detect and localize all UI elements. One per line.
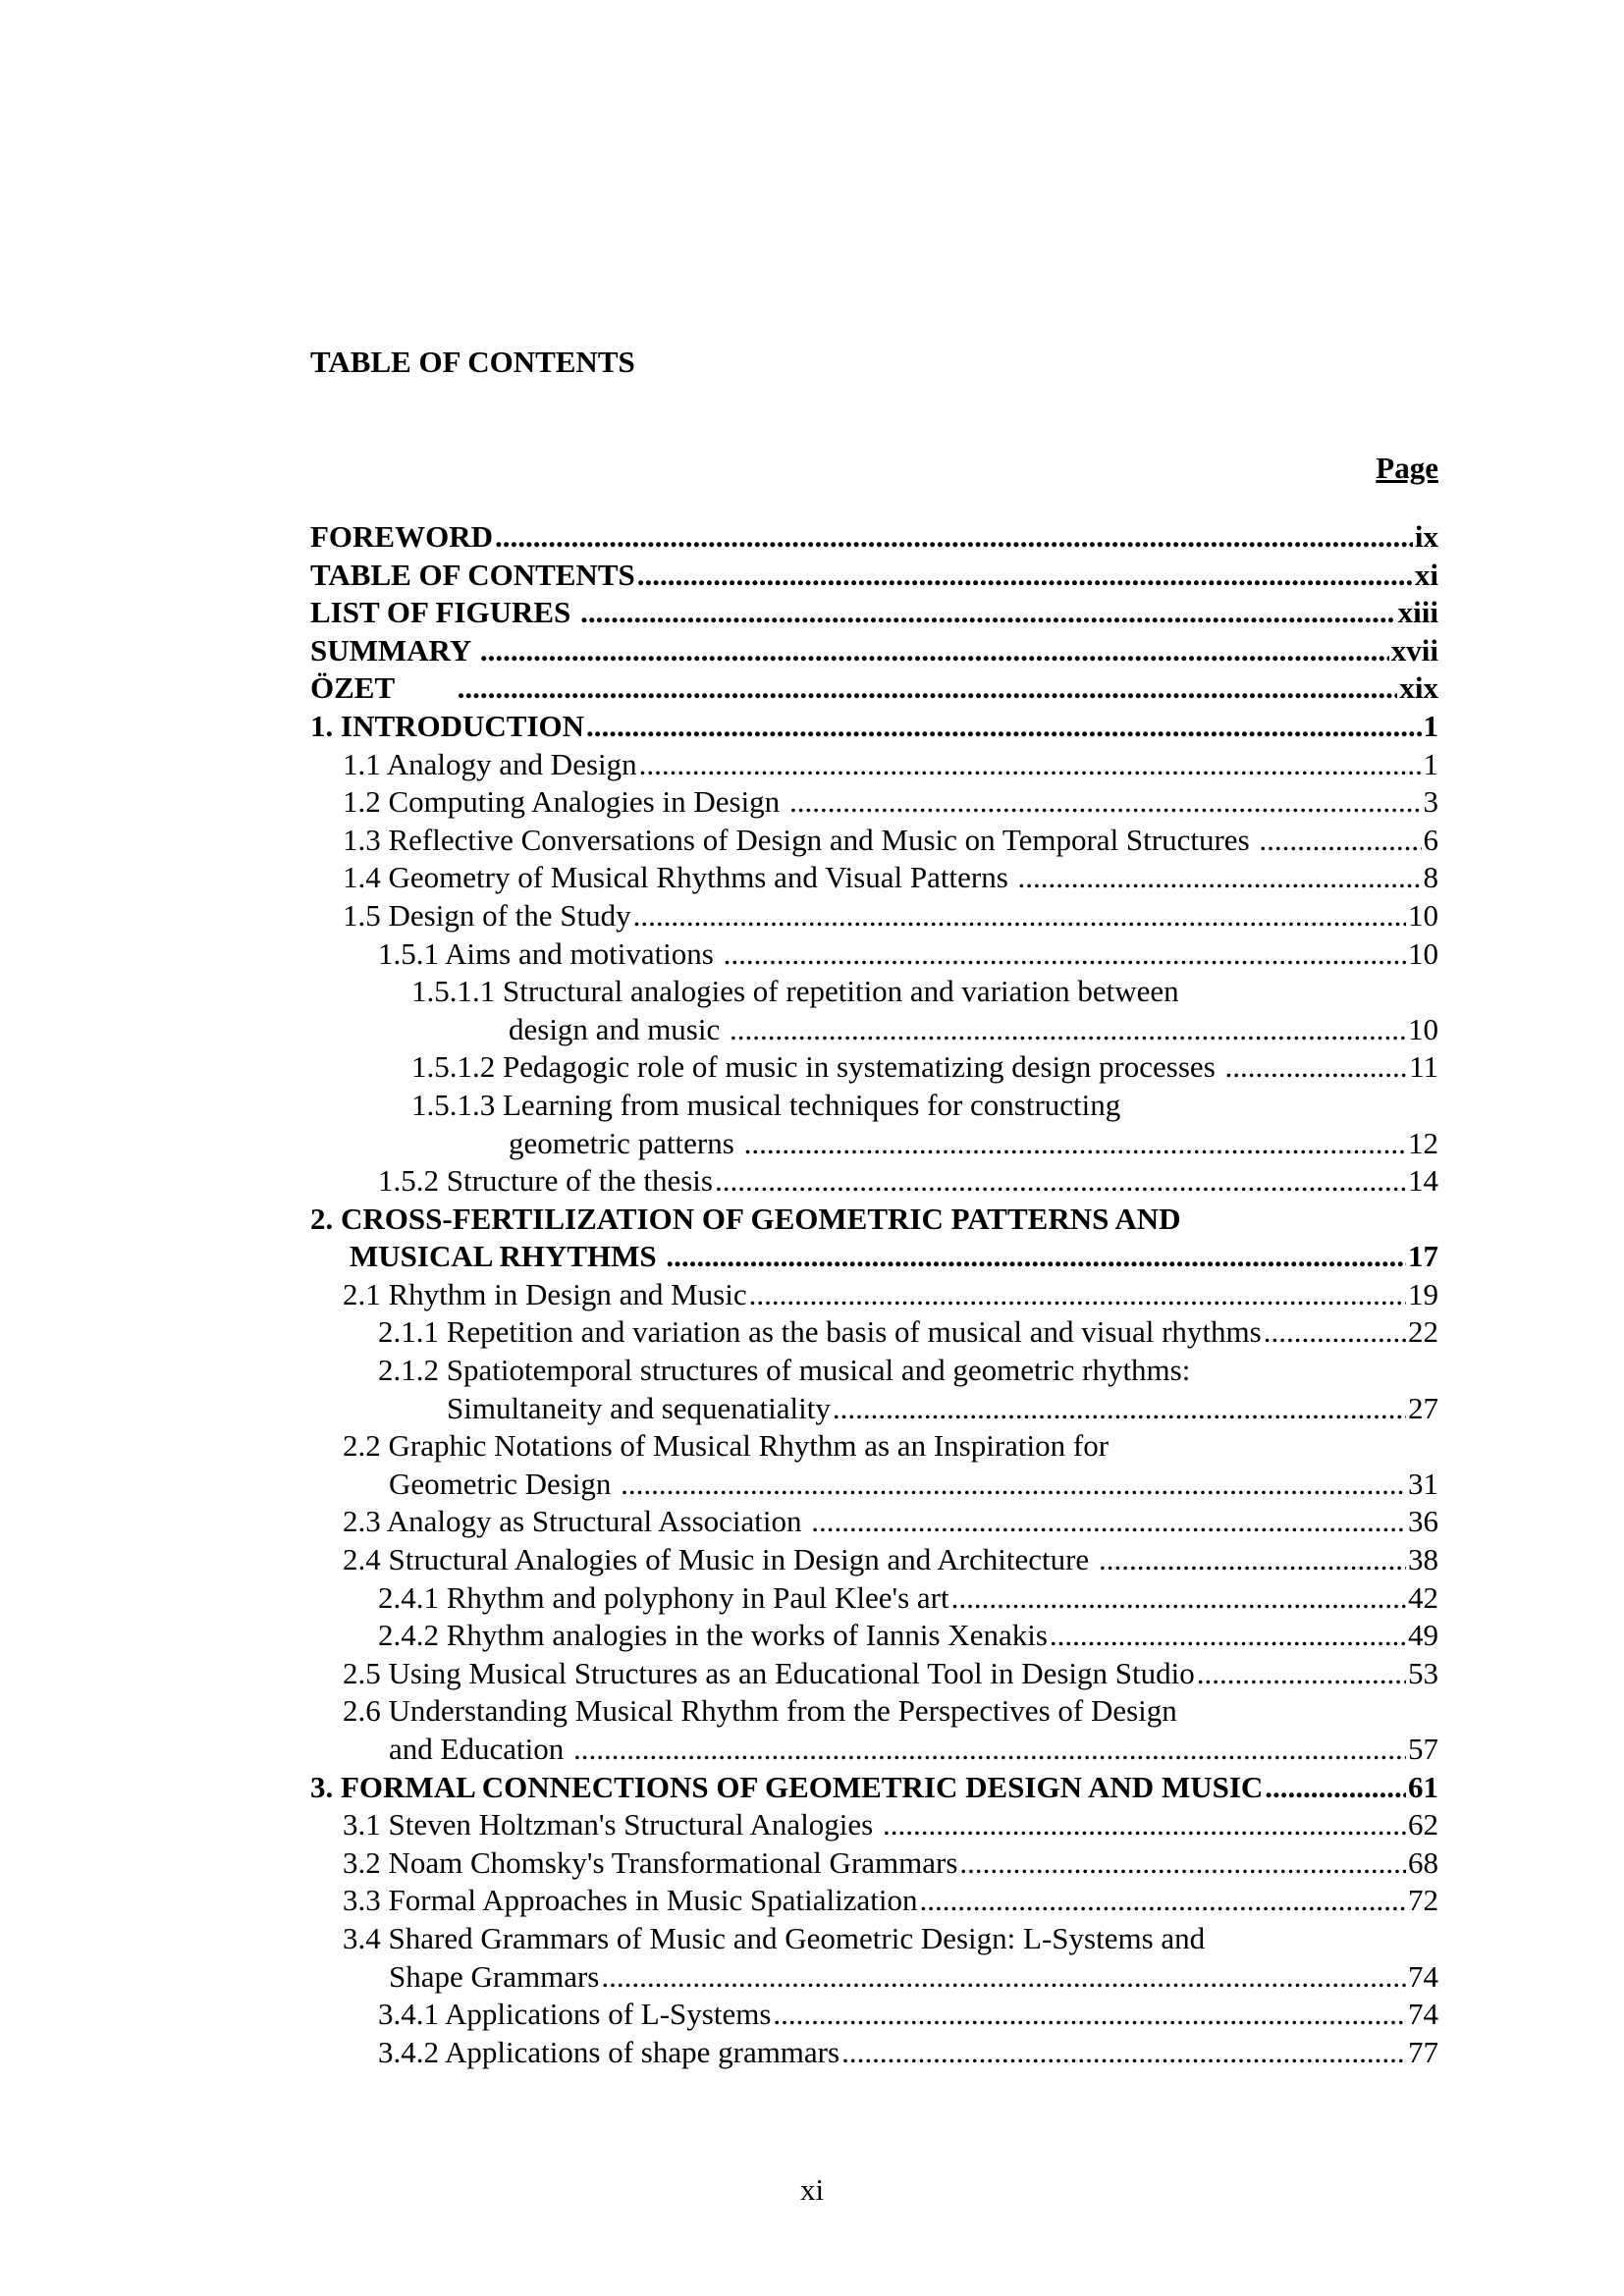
- toc-entry[interactable]: [310, 1162, 1438, 1201]
- toc-dot-leader: [841, 2034, 1406, 2072]
- toc-entry-page: 6: [1423, 822, 1438, 857]
- toc-entry-page: 57: [1408, 1732, 1438, 1766]
- toc-dot-leader: [573, 1731, 1406, 1769]
- toc-dot-leader: [1099, 1541, 1406, 1579]
- toc-entry-title: 1.2 Computing Analogies in Design: [343, 784, 787, 820]
- toc-entry-page: 77: [1408, 2034, 1438, 2069]
- toc-entry-title: 2.4 Structural Analogies of Music in Design and Architecture: [343, 1542, 1097, 1577]
- toc-entry-page: 49: [1408, 1618, 1438, 1653]
- toc-entry[interactable]: [310, 1692, 1438, 1768]
- toc-entry-title: 1.1 Analogy and Design: [343, 746, 637, 781]
- toc-entry-page: xix: [1399, 670, 1438, 706]
- toc-entry[interactable]: [310, 1579, 1438, 1618]
- toc-entry-page: 36: [1408, 1504, 1438, 1539]
- toc-entry[interactable]: [310, 746, 1438, 784]
- toc-entry-title: 1.5.1.3 Learning from musical techniques for constructing: [411, 1087, 1121, 1122]
- toc-entry-page: 19: [1408, 1276, 1438, 1311]
- toc-entry-title: 1.5.1.1 Structural analogies of repetition and variation between: [411, 974, 1179, 1009]
- toc-entry-page: 38: [1408, 1542, 1438, 1577]
- toc-dot-leader: [715, 1162, 1406, 1201]
- toc-dot-leader: [580, 594, 1396, 632]
- toc-entry[interactable]: [310, 1048, 1438, 1087]
- toc-entry-page: 1: [1423, 746, 1438, 781]
- toc-dot-leader: [744, 1125, 1406, 1163]
- toc-entry-title: geometric patterns: [509, 1125, 742, 1160]
- toc-entry-title: 2.5 Using Musical Structures as an Educational Tool in Design Studio: [343, 1655, 1195, 1690]
- toc-entry-title: 3.4.2 Applications of shape grammars: [378, 2034, 840, 2069]
- toc-dot-leader: [1050, 1617, 1406, 1655]
- toc-entry-page: 68: [1408, 1844, 1438, 1880]
- toc-dot-leader: [1018, 859, 1422, 897]
- toc-dot-leader: [724, 935, 1406, 974]
- toc-entry[interactable]: [310, 1541, 1438, 1579]
- toc-dot-leader: [749, 1276, 1406, 1314]
- toc-entry-title: 2.1 Rhythm in Design and Music: [343, 1276, 747, 1311]
- toc-entry[interactable]: [310, 1617, 1438, 1655]
- toc-entry[interactable]: [310, 708, 1438, 746]
- toc-entry-title: 1. INTRODUCTION: [310, 708, 585, 743]
- toc-entry-title: 2.6 Understanding Musical Rhythm from the Perspectives of Design: [343, 1693, 1177, 1729]
- toc-entry-title: 2.1.1 Repetition and variation as the basis of musical and visual rhythms: [378, 1314, 1262, 1350]
- toc-entry-title: 3.1 Steven Holtzman's Structural Analogies: [343, 1807, 881, 1842]
- toc-entry-title: Shape Grammars: [389, 1958, 600, 1994]
- toc-entry-page: 62: [1408, 1807, 1438, 1842]
- toc-entry-page: 10: [1408, 1011, 1438, 1046]
- toc-entry-page: xvii: [1390, 632, 1438, 667]
- toc-entry-title: 3. FORMAL CONNECTIONS OF GEOMETRIC DESIGN AND MUSIC: [310, 1769, 1264, 1804]
- toc-dot-leader: [639, 746, 1422, 784]
- toc-entry-title: FOREWORD: [310, 519, 493, 554]
- toc-dot-leader: [1264, 1313, 1406, 1352]
- toc-entry-title: 3.4 Shared Grammars of Music and Geometric Design: L-Systems and: [343, 1920, 1206, 1955]
- toc-entry[interactable]: [310, 669, 1438, 708]
- toc-entry-page: 31: [1408, 1466, 1438, 1501]
- toc-dot-leader: [833, 1390, 1406, 1428]
- toc-entry[interactable]: [310, 1427, 1438, 1503]
- toc-entry[interactable]: [310, 518, 1438, 557]
- toc-entry-page: 27: [1408, 1390, 1438, 1425]
- toc-dot-leader: [601, 1958, 1406, 1997]
- page-title: TABLE OF CONTENTS: [310, 345, 635, 379]
- toc-dot-leader: [883, 1806, 1406, 1844]
- toc-entry[interactable]: [310, 1201, 1438, 1276]
- toc-entry-page: xiii: [1397, 595, 1438, 630]
- toc-entry[interactable]: [310, 557, 1438, 595]
- toc-dot-leader: [586, 708, 1421, 746]
- toc-dot-leader: [480, 632, 1389, 670]
- toc-entry[interactable]: [310, 1352, 1438, 1427]
- toc-entry-page: 10: [1408, 935, 1438, 971]
- toc-entry-page: 22: [1408, 1314, 1438, 1350]
- toc-entry-page: 3: [1423, 784, 1438, 820]
- toc-dot-leader: [951, 1579, 1406, 1618]
- toc-entry[interactable]: [310, 1276, 1438, 1314]
- toc-entry[interactable]: [310, 594, 1438, 632]
- toc-entry-title: ÖZET: [310, 670, 456, 706]
- toc-dot-leader: [773, 1996, 1406, 2034]
- toc-entry-page: 72: [1408, 1883, 1438, 1918]
- toc-dot-leader: [633, 897, 1406, 935]
- toc-entry-page: 12: [1408, 1125, 1438, 1160]
- toc-entry-title: MUSICAL RHYTHMS: [350, 1239, 665, 1274]
- toc-entry-title: LIST OF FIGURES: [310, 595, 579, 630]
- toc-entry-title: design and music: [509, 1011, 728, 1046]
- toc-entry-page: 14: [1408, 1163, 1438, 1199]
- toc-dot-leader: [919, 1882, 1406, 1920]
- toc-entry-title: SUMMARY: [310, 632, 478, 667]
- toc-dot-leader: [458, 669, 1398, 708]
- toc-entry-page: 10: [1408, 897, 1438, 933]
- toc-dot-leader: [1265, 1769, 1406, 1807]
- toc-entry[interactable]: [310, 1996, 1438, 2034]
- toc-entry-title: 2.1.2 Spatiotemporal structures of musical and geometric rhythms:: [378, 1353, 1191, 1388]
- toc-entry-title: TABLE OF CONTENTS: [310, 557, 635, 592]
- toc-dot-leader: [495, 518, 1413, 557]
- toc-entry[interactable]: [310, 783, 1438, 822]
- toc-entry[interactable]: [310, 1655, 1438, 1693]
- toc-entry-page: 1: [1423, 708, 1438, 743]
- toc-entry-title: 3.3 Formal Approaches in Music Spatialization: [343, 1883, 918, 1918]
- page-column-label: Page: [1376, 451, 1438, 485]
- toc-entry-page: 74: [1408, 1997, 1438, 2032]
- toc-entry-page: ix: [1414, 519, 1438, 554]
- toc-dot-leader: [1197, 1655, 1406, 1693]
- table-of-contents: [310, 518, 1438, 2071]
- toc-entry-title: 3.2 Noam Chomsky's Transformational Grammars: [343, 1844, 958, 1880]
- toc-entry-title: Geometric Design: [389, 1466, 620, 1501]
- toc-dot-leader: [811, 1503, 1406, 1541]
- toc-entry[interactable]: [310, 2034, 1438, 2072]
- toc-entry-title: 2.3 Analogy as Structural Association: [343, 1504, 810, 1539]
- toc-dot-leader: [1259, 822, 1421, 860]
- toc-entry[interactable]: [310, 1806, 1438, 1844]
- toc-entry[interactable]: [310, 1769, 1438, 1807]
- toc-entry[interactable]: [310, 1503, 1438, 1541]
- toc-entry-page: xi: [1414, 557, 1438, 592]
- toc-entry-title: 2.2 Graphic Notations of Musical Rhythm as an Inspiration for: [343, 1428, 1110, 1464]
- toc-entry[interactable]: [310, 632, 1438, 670]
- toc-entry-page: 42: [1408, 1579, 1438, 1615]
- toc-entry[interactable]: [310, 897, 1438, 935]
- toc-entry[interactable]: [310, 859, 1438, 897]
- toc-entry[interactable]: [310, 935, 1438, 974]
- toc-entry[interactable]: [310, 1920, 1438, 1996]
- toc-entry-title: 2.4.2 Rhythm analogies in the works of Iannis Xenakis: [378, 1618, 1048, 1653]
- toc-entry[interactable]: [310, 973, 1438, 1048]
- toc-dot-leader: [637, 557, 1413, 595]
- toc-entry[interactable]: [310, 1882, 1438, 1920]
- toc-entry-title: and Education: [389, 1732, 571, 1766]
- toc-entry-page: 8: [1423, 860, 1438, 895]
- toc-entry-title: Simultaneity and sequenatiality: [447, 1390, 831, 1425]
- toc-entry-page: 61: [1408, 1769, 1438, 1804]
- toc-entry-title: 2. CROSS-FERTILIZATION OF GEOMETRIC PATTERNS AND: [310, 1201, 1181, 1236]
- toc-dot-leader: [1225, 1048, 1408, 1087]
- toc-entry[interactable]: [310, 1313, 1438, 1352]
- toc-entry-title: 1.5.1.2 Pedagogic role of music in systematizing design processes: [411, 1049, 1223, 1085]
- toc-entry-title: 1.5 Design of the Study: [343, 897, 631, 933]
- footer-page-number: xi: [799, 2172, 825, 2207]
- toc-dot-leader: [730, 1011, 1406, 1049]
- toc-entry-title: 1.3 Reflective Conversations of Design and Music on Temporal Structures: [343, 822, 1258, 857]
- toc-dot-leader: [621, 1466, 1406, 1504]
- toc-entry-title: 3.4.1 Applications of L-Systems: [378, 1997, 772, 2032]
- toc-entry-page: 17: [1408, 1239, 1438, 1274]
- toc-entry[interactable]: [310, 822, 1438, 860]
- toc-entry-page: 11: [1409, 1049, 1438, 1085]
- toc-entry-page: 53: [1408, 1655, 1438, 1690]
- toc-entry[interactable]: [310, 1087, 1438, 1162]
- toc-entry-title: 2.4.1 Rhythm and polyphony in Paul Klee's art: [378, 1579, 949, 1615]
- toc-dot-leader: [789, 783, 1422, 822]
- toc-dot-leader: [959, 1844, 1406, 1883]
- toc-entry-title: 1.5.1 Aims and motivations: [378, 935, 722, 971]
- toc-entry-title: 1.5.2 Structure of the thesis: [378, 1163, 713, 1199]
- toc-entry-title: 1.4 Geometry of Musical Rhythms and Visual Patterns: [343, 860, 1016, 895]
- toc-dot-leader: [666, 1238, 1406, 1276]
- toc-entry-page: 74: [1408, 1958, 1438, 1994]
- toc-entry[interactable]: [310, 1844, 1438, 1883]
